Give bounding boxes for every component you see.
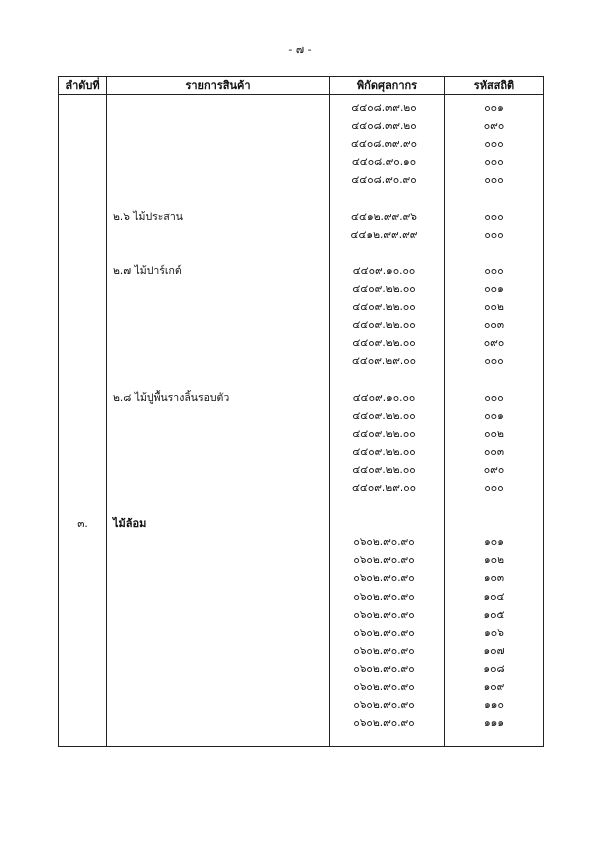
- order-no-cell: [59, 660, 106, 678]
- item-cell: ๒.๘ ไม้ปูพื้นรางลิ้นรอบตัว: [113, 391, 230, 404]
- item-cell: [107, 569, 329, 587]
- stat-code-cell: ๑๐๑: [484, 536, 504, 549]
- order-no-cell: [59, 551, 106, 569]
- row-gap: [59, 497, 106, 515]
- tariff-code-cell: ๐๖๐๒.๙๐.๙๐: [353, 644, 415, 657]
- tariff-code-cell: ๔๔๐๙.๒๒.๐๐: [352, 427, 416, 440]
- tariff-code-cell: ๐๖๐๒.๙๐.๙๐: [353, 699, 415, 712]
- header-tariff-code: พิกัดศุลกากร: [330, 77, 445, 95]
- stat-code-cell: ๐๐๓: [484, 445, 504, 458]
- stat-code-cell: ๐๐๑: [484, 102, 504, 114]
- stat-code-cell: ๐๐๐: [484, 391, 504, 404]
- tariff-code-cell: ๔๔๐๙.๒๒.๐๐: [352, 409, 416, 422]
- item-cell: [107, 334, 329, 352]
- stat-code-cell: ๐๙๐: [483, 120, 505, 133]
- order-no-cell: [59, 678, 106, 696]
- stat-code-cell: ๑๐๖: [484, 626, 504, 639]
- header-order-no: ลำดับที่: [59, 77, 107, 95]
- tariff-code-cell: ๐๖๐๒.๙๐.๙๐: [353, 717, 415, 730]
- row-gap: [330, 497, 444, 515]
- order-no-cell: [59, 117, 106, 135]
- order-no-cell: [59, 443, 106, 461]
- stat-code-cell: ๑๐๓: [483, 572, 505, 585]
- row-gap: [330, 244, 444, 262]
- order-no-cell: [59, 461, 106, 479]
- tariff-code-cell: ๔๔๐๙.๑๐.๐๐: [352, 391, 416, 404]
- item-cell: [107, 479, 329, 497]
- item-cell: [107, 660, 329, 678]
- row-gap: [59, 189, 106, 207]
- tariff-table: [58, 76, 544, 747]
- stat-code-cell: ๑๑๑: [484, 717, 504, 730]
- tariff-code-cell: ๐๖๐๒.๙๐.๙๐: [353, 572, 415, 585]
- order-no-cell: [59, 316, 106, 334]
- tariff-code-cell: ๔๔๐๘.๓๙.๒๐: [351, 102, 417, 114]
- order-no-cell: [59, 352, 106, 370]
- stat-code-cell: ๐๐๓: [484, 319, 504, 332]
- order-no-cell: [59, 262, 106, 280]
- stat-code-cell: ๑๐๔: [483, 590, 505, 603]
- item-cell: [107, 443, 329, 461]
- stat-code-cell: ๐๐๐: [484, 355, 504, 368]
- row-gap: [107, 189, 329, 207]
- order-no-cell: [59, 226, 106, 244]
- stat-code-cell: ๑๐๒: [484, 554, 504, 567]
- tariff-code-cell: ๔๔๑๒.๙๙.๙๖: [351, 210, 417, 223]
- tariff-code-cell: ๔๔๐๙.๑๐.๐๐: [352, 264, 416, 277]
- order-no-cell: [59, 153, 106, 171]
- stat-code-cell: ๐๐๑: [484, 282, 504, 295]
- item-cell: [107, 99, 329, 117]
- tariff-code-cell: ๔๔๐๙.๒๒.๐๐: [352, 301, 416, 314]
- tariff-code-cell: ๔๔๐๙.๒๙.๐๐: [351, 355, 417, 368]
- tariff-code-cell: ๐๖๐๒.๙๐.๙๐: [353, 590, 415, 603]
- tariff-code-cell: [330, 515, 444, 533]
- stat-code-cell: ๐๐๐: [484, 210, 504, 223]
- tariff-code-cell: ๔๔๐๘.๙๐.๙๐: [351, 174, 417, 187]
- page-number: - ๗ -: [288, 43, 312, 56]
- item-cell: [107, 352, 329, 370]
- item-cell: [107, 696, 329, 714]
- tariff-code-cell: ๔๔๐๙.๒๒.๐๐: [352, 282, 416, 295]
- order-no-cell: [59, 642, 106, 660]
- item-cell: [107, 280, 329, 298]
- stat-code-cell: ๐๐๐: [484, 156, 504, 169]
- row-gap: [59, 370, 106, 388]
- item-cell: [107, 226, 329, 244]
- order-no-cell: [59, 99, 106, 117]
- tariff-code-cell: ๔๔๑๒.๙๙.๙๙: [350, 228, 418, 241]
- stat-code-cell: ๑๐๗: [483, 644, 505, 657]
- order-no-cell: [59, 606, 106, 624]
- tariff-column: [330, 95, 445, 733]
- item-cell: [107, 135, 329, 153]
- order-no-cell: [59, 425, 106, 443]
- order-no-cell: [59, 298, 106, 316]
- tariff-code-cell: ๔๔๐๘.๓๙.๙๐: [350, 138, 418, 151]
- item-cell: [107, 298, 329, 316]
- order-no-cell: [59, 407, 106, 425]
- row-gap: [107, 497, 329, 515]
- tariff-code-cell: ๐๖๐๒.๙๐.๙๐: [353, 608, 415, 621]
- stat-code-cell: ๑๐๘: [483, 662, 505, 675]
- stat-code-cell: [445, 515, 543, 533]
- order-no-cell: ๓.: [77, 518, 88, 531]
- item-cell: [107, 678, 329, 696]
- tariff-code-cell: ๔๔๐๙.๒๒.๐๐: [352, 445, 416, 458]
- row-gap: [107, 244, 329, 262]
- order-no-cell: [59, 135, 106, 153]
- item-cell: [107, 533, 329, 551]
- item-column: [107, 95, 330, 733]
- item-cell: [107, 606, 329, 624]
- tariff-code-cell: ๐๖๐๒.๙๐.๙๐: [353, 536, 415, 549]
- row-gap: [445, 370, 543, 388]
- item-cell: [107, 714, 329, 732]
- tariff-code-cell: ๐๖๐๒.๙๐.๙๐: [353, 681, 415, 693]
- row-gap: [107, 370, 329, 388]
- item-cell: [107, 624, 329, 642]
- item-cell: ไม้ล้อม: [113, 517, 147, 531]
- item-cell: [107, 171, 329, 189]
- item-cell: [107, 117, 329, 135]
- stat-code-cell: ๐๐๐: [484, 174, 504, 187]
- item-cell: [107, 153, 329, 171]
- tariff-code-cell: ๐๖๐๒.๙๐.๙๐: [353, 554, 415, 567]
- table-header-row: [59, 77, 544, 95]
- order-no-cell: [59, 280, 106, 298]
- row-gap: [330, 370, 444, 388]
- table-bottom-row: [59, 732, 544, 747]
- order-no-cell: [59, 171, 106, 189]
- stat-code-cell: ๐๐๑: [484, 409, 504, 422]
- stat-code-cell: ๑๐๕: [483, 608, 505, 621]
- tariff-code-cell: ๔๔๐๘.๙๐.๑๐: [351, 156, 417, 169]
- stat-column: [445, 95, 544, 733]
- stat-code-cell: ๐๐๐: [484, 138, 504, 151]
- stat-code-cell: ๐๐๒: [484, 301, 504, 314]
- item-cell: [107, 642, 329, 660]
- stat-code-cell: ๐๐๐: [484, 264, 504, 277]
- stat-code-cell: ๐๐๐: [484, 481, 504, 494]
- order-no-cell: [59, 696, 106, 714]
- header-stat-code: รหัสสถิติ: [445, 77, 544, 95]
- item-cell: ๒.๖ ไม้ประสาน: [113, 210, 183, 223]
- item-cell: [107, 316, 329, 334]
- order-no-cell: [59, 389, 106, 407]
- stat-code-cell: ๑๑๐: [484, 699, 504, 712]
- tariff-code-cell: ๐๖๐๒.๙๐.๙๐: [353, 626, 415, 639]
- item-cell: [107, 407, 329, 425]
- row-gap: [445, 189, 543, 207]
- tariff-code-cell: ๔๔๐๙.๒๒.๐๐: [352, 319, 416, 332]
- stat-code-cell: ๐๙๐: [483, 463, 505, 476]
- tariff-code-cell: ๔๔๐๘.๓๙.๒๐: [351, 120, 417, 133]
- order-no-cell: [59, 569, 106, 587]
- order-no-column: [59, 95, 107, 733]
- stat-code-cell: ๐๙๐: [483, 337, 505, 350]
- order-no-cell: [59, 479, 106, 497]
- row-gap: [445, 244, 543, 262]
- tariff-code-cell: ๔๔๐๙.๒๒.๐๐: [352, 337, 416, 350]
- order-no-cell: [59, 533, 106, 551]
- item-cell: ๒.๗ ไม้ปาร์เกต์: [113, 264, 182, 277]
- row-gap: [330, 189, 444, 207]
- order-no-cell: [59, 624, 106, 642]
- item-cell: [107, 425, 329, 443]
- tariff-code-cell: ๔๔๐๙.๒๙.๐๐: [351, 481, 417, 494]
- item-cell: [107, 588, 329, 606]
- table-body-row: [59, 95, 544, 733]
- stat-code-cell: ๐๐๐: [484, 228, 504, 241]
- stat-code-cell: ๑๐๙: [483, 681, 505, 693]
- order-no-cell: [59, 714, 106, 732]
- item-cell: [107, 461, 329, 479]
- order-no-cell: [59, 588, 106, 606]
- row-gap: [59, 244, 106, 262]
- stat-code-cell: ๐๐๒: [484, 427, 504, 440]
- tariff-code-cell: ๐๖๐๒.๙๐.๙๐: [353, 662, 415, 675]
- order-no-cell: [59, 208, 106, 226]
- header-item: รายการสินค้า: [107, 77, 330, 95]
- row-gap: [445, 497, 543, 515]
- order-no-cell: [59, 334, 106, 352]
- tariff-code-cell: ๔๔๐๙.๒๒.๐๐: [352, 463, 416, 476]
- item-cell: [107, 551, 329, 569]
